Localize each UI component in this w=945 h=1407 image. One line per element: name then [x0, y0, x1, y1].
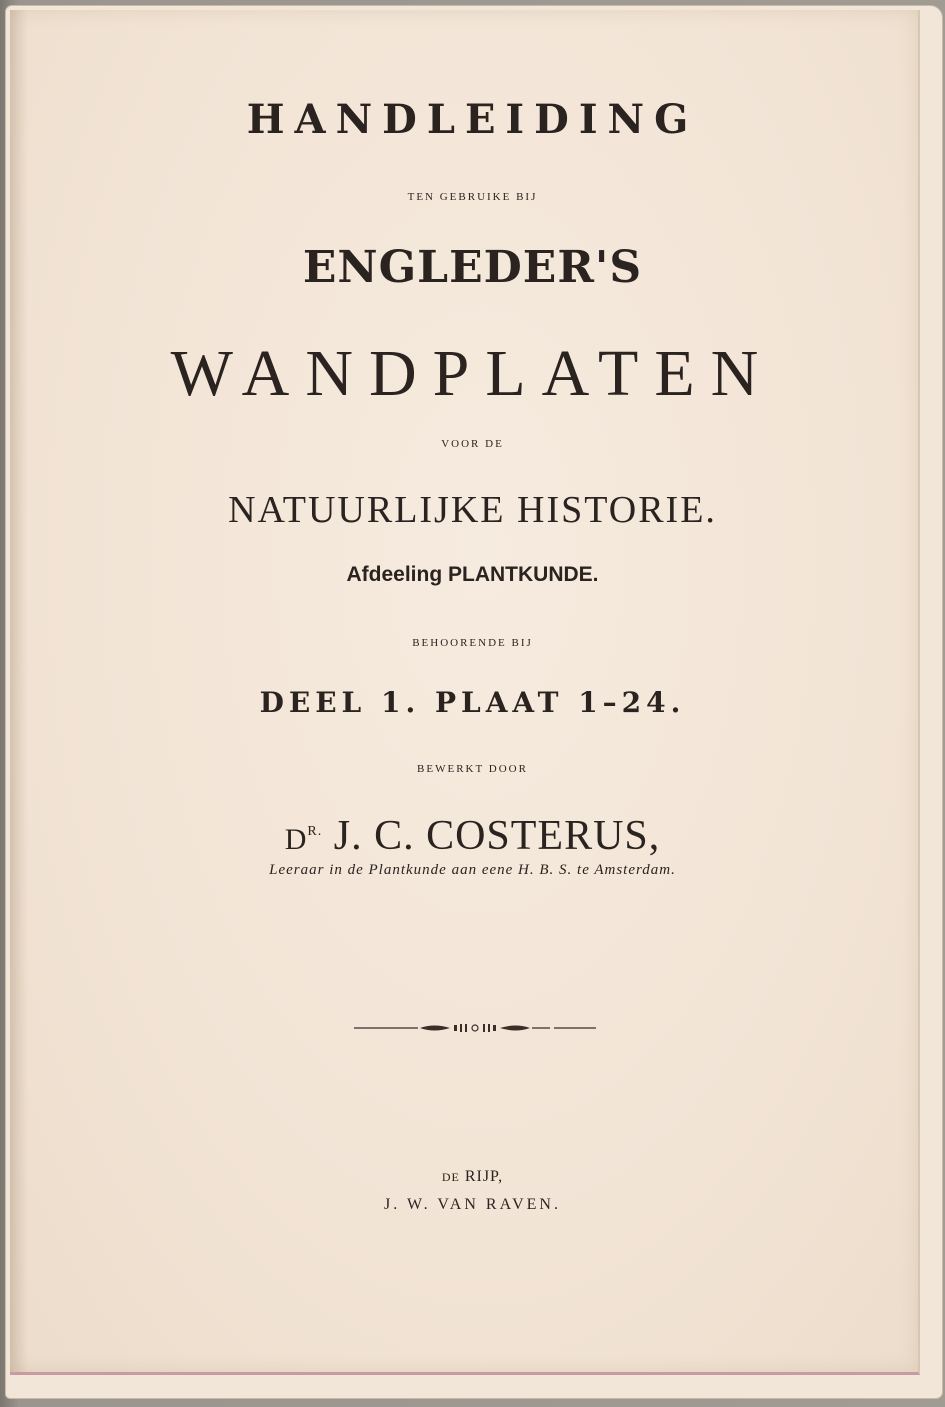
decorative-rule-ornament [354, 1020, 596, 1036]
imprint-publisher: J. W. VAN RAVEN. [384, 1196, 561, 1213]
author-role: Leeraar in de Plantkunde aan eene H. B. S. te Amsterdam. [269, 862, 676, 878]
section-label [0, 563, 945, 587]
section-prefix: Afdeeling [346, 563, 443, 586]
main-title: HANDLEIDING [246, 96, 699, 143]
imprint-place [0, 1168, 945, 1186]
edited-by-connector: BEWERKT DOOR [417, 763, 528, 775]
author-line [0, 812, 945, 860]
author-possessive: ENGLEDER'S [302, 242, 643, 293]
subtitle-connector: TEN GEBRUIKE BIJ [407, 191, 538, 203]
imprint-place-name: RIJP, [464, 1168, 504, 1185]
work-title: WANDPLATEN [170, 337, 775, 410]
voor-de-connector: VOOR DE [441, 438, 504, 450]
imprint-place-prefix: DE [441, 1170, 460, 1184]
author-name: J. C. COSTERUS, [333, 813, 661, 859]
volume-plate-range: DEEL 1. PLAAT 1–24. [259, 686, 686, 719]
section-subject: PLANTKUNDE. [448, 563, 599, 586]
subject-title: NATUURLIJKE HISTORIE. [228, 489, 717, 531]
author-title: $D^{R.}$ [284, 823, 323, 856]
belonging-connector: BEHOORENDE BIJ [412, 637, 533, 649]
